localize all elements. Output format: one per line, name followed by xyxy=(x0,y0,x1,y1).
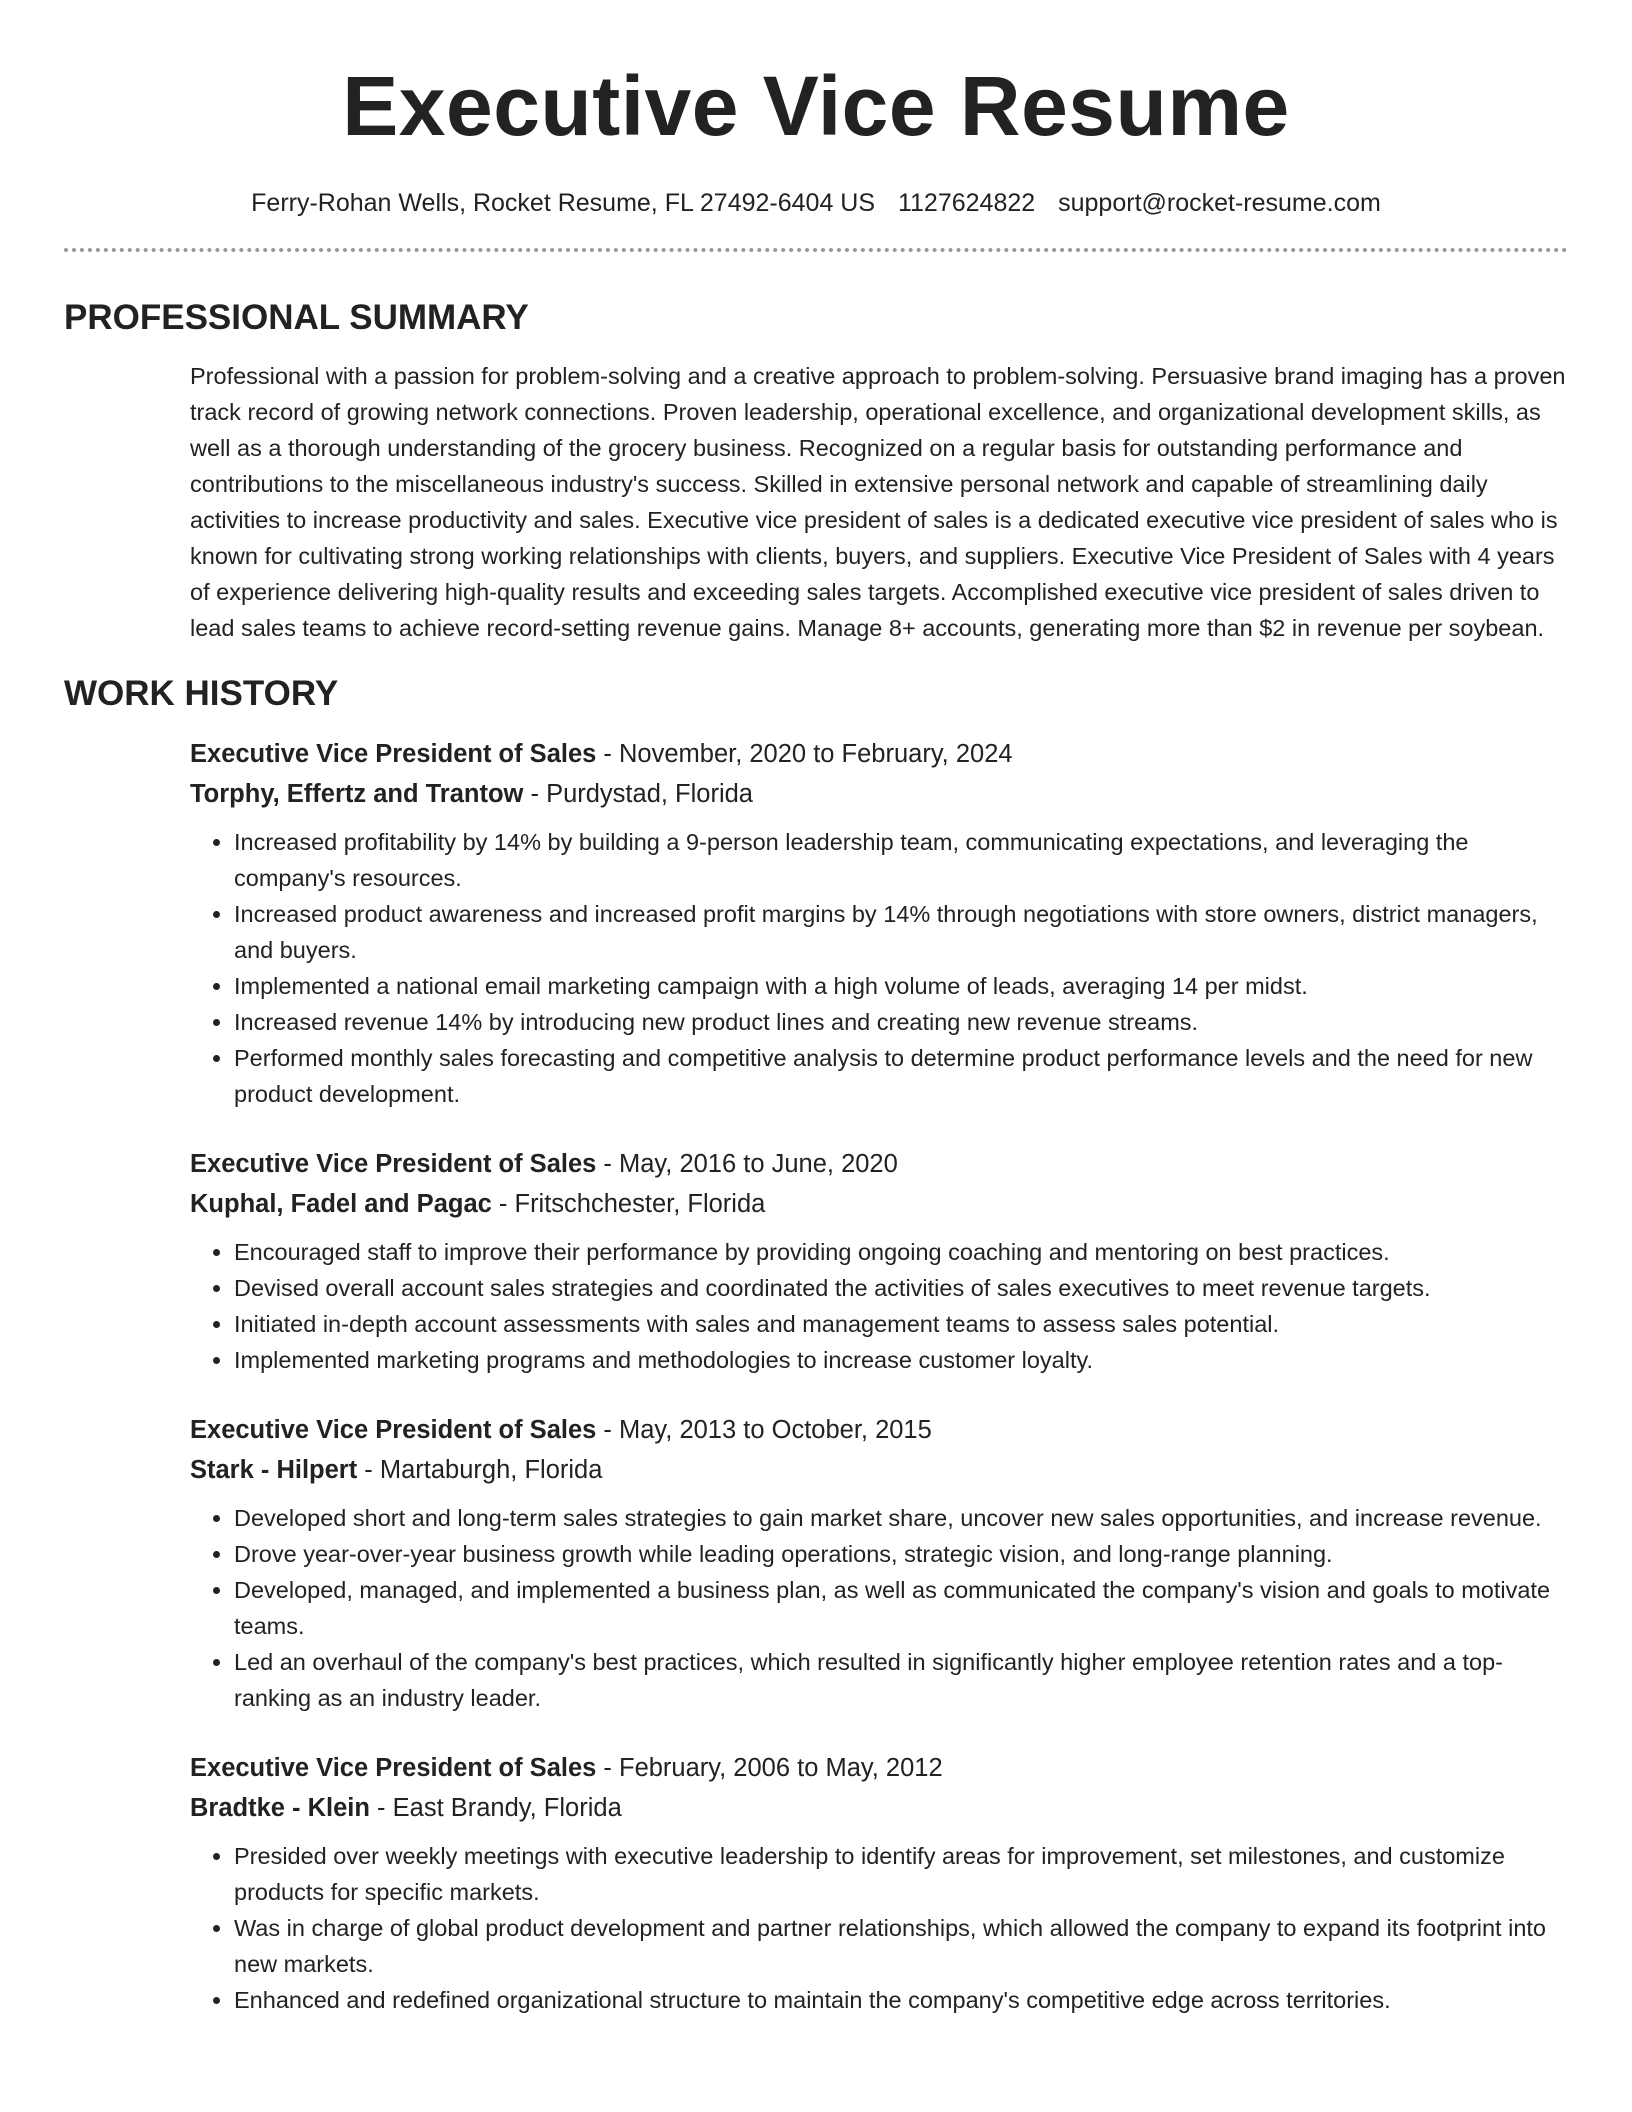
job-company: Bradtke - Klein xyxy=(190,1794,370,1822)
resume-title: Executive Vice Resume xyxy=(342,59,1290,153)
list-item: • Implemented marketing programs and methodologies to increase customer loyalty. xyxy=(234,1342,1568,1378)
list-item: • Enhanced and redefined organizational structure to maintain the company's competitive edge across territories. xyxy=(234,1982,1568,2018)
contact-address: Ferry-Rohan Wells, Rocket Resume, FL 27492-6404 US xyxy=(251,189,876,217)
job-entry xyxy=(190,1144,1568,1378)
job-company: Torphy, Effertz and Trantow xyxy=(190,780,524,808)
contact-phone: 1127624822 xyxy=(897,189,1036,217)
job-title-line xyxy=(190,734,1568,774)
job-dates: - February, 2006 to May, 2012 xyxy=(596,1754,943,1782)
job-title-line xyxy=(190,1410,1568,1450)
list-item: • Increased revenue 14% by introducing new product lines and creating new revenue streams. xyxy=(234,1004,1568,1040)
list-item: • Increased profitability by 14% by building a 9-person leadership team, communicating expectations, and leveraging the company's resources. xyxy=(234,824,1568,896)
job-dates: - November, 2020 to February, 2024 xyxy=(596,740,1013,768)
job-company: Kuphal, Fadel and Pagac xyxy=(190,1190,492,1218)
job-title-line xyxy=(190,1144,1568,1184)
job-company-line xyxy=(190,774,1568,814)
list-item: • Implemented a national email marketing campaign with a high volume of leads, averaging 14 per midst. xyxy=(234,968,1568,1004)
list-item: • Drove year-over-year business growth while leading operations, strategic vision, and long-range planning. xyxy=(234,1536,1568,1572)
list-item: • Initiated in-depth account assessments with sales and management teams to assess sales potential. xyxy=(234,1306,1568,1342)
job-location: - Fritschchester, Florida xyxy=(491,1190,766,1218)
job-title-line xyxy=(190,1748,1568,1788)
job-title: Executive Vice President of Sales xyxy=(190,1150,597,1178)
list-item: • Led an overhaul of the company's best practices, which resulted in significantly higher employee retention rates and a top-ranking as an industry leader. xyxy=(234,1644,1568,1716)
list-item: • Presided over weekly meetings with executive leadership to identify areas for improvement, set milestones, and customize products for specific markets. xyxy=(234,1838,1568,1910)
resume-page xyxy=(64,0,1568,2018)
list-item: • Devised overall account sales strategies and coordinated the activities of sales executives to meet revenue targets. xyxy=(234,1270,1568,1306)
job-company-line xyxy=(190,1184,1568,1224)
job-title: Executive Vice President of Sales xyxy=(190,1416,597,1444)
list-item: • Encouraged staff to improve their performance by providing ongoing coaching and mentoring on best practices. xyxy=(234,1234,1568,1270)
job-bullets xyxy=(190,1234,1568,1378)
list-item: • Increased product awareness and increased profit margins by 14% through negotiations with store owners, district managers, and buyers. xyxy=(234,896,1568,968)
list-item: • Was in charge of global product development and partner relationships, which allowed the company to expand its footprint into new markets. xyxy=(234,1910,1568,1982)
job-company: Stark - Hilpert xyxy=(190,1456,358,1484)
list-item: • Developed, managed, and implemented a business plan, as well as communicated the company's vision and goals to motivate teams. xyxy=(234,1572,1568,1644)
job-company-line xyxy=(190,1788,1568,1828)
job-bullets xyxy=(190,824,1568,1112)
job-bullets xyxy=(190,1838,1568,2018)
header-divider xyxy=(64,248,1568,252)
summary-heading: PROFESSIONAL SUMMARY xyxy=(64,298,529,337)
job-bullets xyxy=(190,1500,1568,1716)
job-location: - Purdystad, Florida xyxy=(523,780,753,808)
job-entry xyxy=(190,1748,1568,2018)
job-title: Executive Vice President of Sales xyxy=(190,740,597,768)
job-entry xyxy=(190,1410,1568,1716)
summary-text: Professional with a passion for problem-solving and a creative approach to problem-solving. Persuasive brand imaging has a proven track record of growing network connections. Proven leadership, operational excellence, and organizational development skills, as well as a thorough understanding of the grocery business. Recognized on a regular basis for outstanding performance and contributions to the miscellaneous industry's success. Skilled in extensive personal network and capable of streamlining daily activities to increase productivity and sales. Executive vice president of sales is a dedicated executive vice president of sales who is known for cultivating strong working relationships with clients, buyers, and suppliers. Executive Vice President of Sales with 4 years of experience delivering high-quality results and exceeding sales targets. Accomplished executive vice president of sales driven to lead sales teams to achieve record-setting revenue gains. Manage 8+ accounts, generating more than $2 in revenue per soybean. xyxy=(190,363,1566,641)
contact-line xyxy=(64,186,1568,220)
job-title: Executive Vice President of Sales xyxy=(190,1754,597,1782)
work-history-heading: WORK HISTORY xyxy=(64,674,339,713)
job-dates: - May, 2016 to June, 2020 xyxy=(596,1150,898,1178)
job-entry xyxy=(190,734,1568,1112)
job-dates: - May, 2013 to October, 2015 xyxy=(596,1416,932,1444)
contact-email: support@rocket-resume.com xyxy=(1058,189,1381,217)
list-item: • Performed monthly sales forecasting and competitive analysis to determine product performance levels and the need for new product development. xyxy=(234,1040,1568,1112)
job-location: - East Brandy, Florida xyxy=(369,1794,622,1822)
job-company-line xyxy=(190,1450,1568,1490)
job-location: - Martaburgh, Florida xyxy=(357,1456,603,1484)
list-item: • Developed short and long-term sales strategies to gain market share, uncover new sales opportunities, and increase revenue. xyxy=(234,1500,1568,1536)
